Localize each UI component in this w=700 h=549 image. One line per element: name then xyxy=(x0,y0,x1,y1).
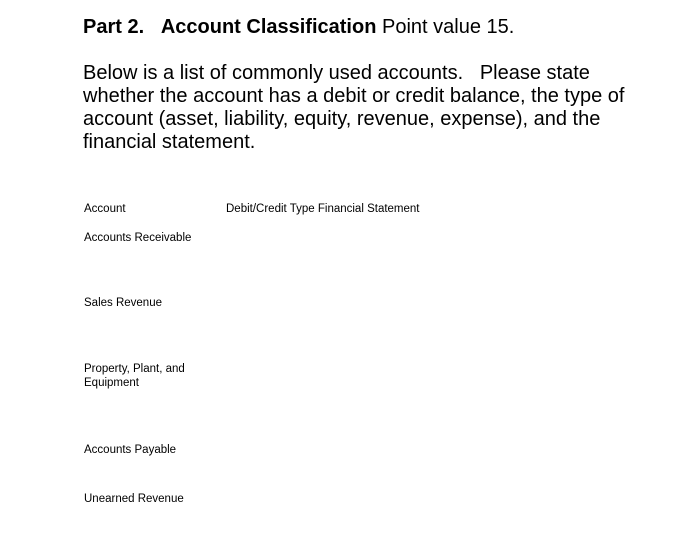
section-heading xyxy=(83,14,514,40)
account-row-label: Sales Revenue xyxy=(84,297,162,309)
account-row-label: Accounts Payable xyxy=(84,444,177,456)
account-row-label: Unearned Revenue xyxy=(84,493,184,505)
account-row-label: Accounts Receivable xyxy=(84,232,192,244)
instructions-paragraph: Below is a list of commonly used accounts. Please state whether the account has a debit or credit balance, the type of account (asset, liability, equity, revenue, expense), and the financial statement. xyxy=(83,62,631,153)
section-title: Account Classification xyxy=(160,16,377,38)
point-value: Point value 15. xyxy=(382,16,515,38)
part-label: Part 2. xyxy=(83,16,145,38)
column-header-financial-statement: Financial Statement xyxy=(317,203,420,215)
column-header-type: Type xyxy=(289,203,315,215)
column-header-group xyxy=(226,202,420,216)
account-row-label: Property, Plant, and Equipment xyxy=(84,363,185,389)
column-header-debit-credit: Debit/Credit xyxy=(226,203,287,215)
column-header-account: Account xyxy=(84,203,126,215)
